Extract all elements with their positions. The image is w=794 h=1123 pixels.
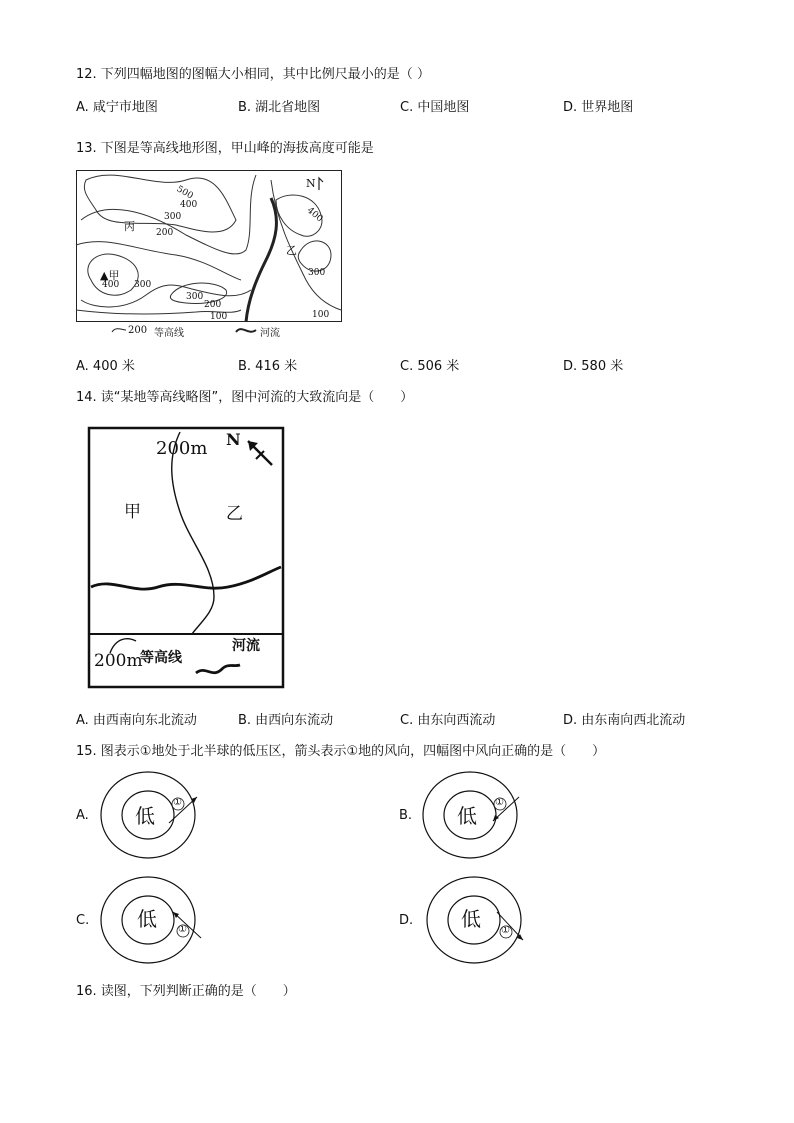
q14-legend-contour-value: 200m <box>94 651 143 671</box>
q12-option-c: C. 中国地图 <box>400 100 470 115</box>
q14-contour-map <box>88 427 284 689</box>
q14-place-yi: 乙 <box>226 504 243 524</box>
q15-diagram-d <box>427 876 527 966</box>
q13-contour-value: 300 <box>134 280 152 290</box>
q13-north-label: N <box>306 177 316 190</box>
q15-option-b: B. <box>399 808 413 823</box>
q13-contour-value: 100 <box>312 310 330 320</box>
q15-d-center-label: 低 <box>461 907 481 931</box>
q13-map-svg <box>76 170 342 338</box>
q14-contour-label: 200m <box>156 438 208 459</box>
q15-b-point-label: ① <box>495 797 504 808</box>
q15-d-point-label: ① <box>501 925 510 936</box>
q13-contour-value: 200 <box>156 228 174 238</box>
q15-option-c: C. <box>76 913 90 928</box>
q12-option-a: A. 咸宁市地图 <box>76 100 158 115</box>
q13-option-a: A. 400 米 <box>76 359 135 374</box>
q13-contour-line <box>298 241 331 271</box>
q13-contour-value: 200 <box>204 300 222 310</box>
q13-legend-river-sample <box>236 329 256 332</box>
q14-legend-contour-label: 等高线 <box>140 650 182 666</box>
q12-option-d: D. 世界地图 <box>563 100 634 115</box>
q15-a-center-label: 低 <box>135 804 155 828</box>
q13-peak-jia: ▲甲 <box>100 269 120 282</box>
q14-option-d: D. 由东南向西北流动 <box>563 713 686 728</box>
q15-option-d: D. <box>399 913 414 928</box>
q13-contour-value: 400 <box>102 280 120 290</box>
q15-diagram-c <box>101 876 201 966</box>
q15-diagram-b <box>423 771 523 861</box>
q13-option-d: D. 580 米 <box>563 359 624 374</box>
q14-option-a: A. 由西南向东北流动 <box>76 713 197 728</box>
q13-contour-map <box>76 170 342 338</box>
q15-c-point-label: ① <box>178 924 187 935</box>
q15-c-center-label: 低 <box>137 907 157 931</box>
q14-option-c: C. 由东向西流动 <box>400 713 496 728</box>
q15-stem: 15. 图表示①地处于北半球的低压区，箭头表示①地的风向，四幅图中风向正确的是（ ） <box>76 744 606 759</box>
q16-stem: 16. 读图，下列判断正确的是（ ） <box>76 984 296 999</box>
q14-north-label: N <box>226 430 241 449</box>
q14-river <box>91 567 281 589</box>
q13-option-b: B. 416 米 <box>238 359 298 374</box>
q14-legend-river-sample <box>196 665 240 673</box>
q13-contour-value: 400 <box>304 205 325 225</box>
q13-contour-value: 400 <box>180 200 198 210</box>
q13-contour-value: 100 <box>210 312 228 322</box>
q15-diagram-a <box>101 771 201 861</box>
q13-north-arrow <box>319 178 323 190</box>
q13-legend-contour-value: 200 <box>128 325 148 336</box>
q13-contour-value: 300 <box>308 268 326 278</box>
q13-legend-river-label: 河流 <box>260 328 280 339</box>
q13-legend-contour-sample <box>112 329 126 332</box>
q12-stem: 12. 下列四幅地图的图幅大小相同，其中比例尺最小的是（ ） <box>76 67 430 82</box>
q13-legend-contour-label: 等高线 <box>154 328 184 339</box>
q15-b-center-label: 低 <box>457 804 477 828</box>
q13-stem: 13. 下图是等高线地形图，甲山峰的海拔高度可能是 <box>76 141 374 156</box>
q13-contour-value: 300 <box>164 212 182 222</box>
q14-option-b: B. 由西向东流动 <box>238 713 334 728</box>
q13-contour-value: 500 <box>174 184 195 202</box>
q13-option-c: C. 506 米 <box>400 359 460 374</box>
q12-option-b: B. 湖北省地图 <box>238 100 321 115</box>
q14-stem: 14. 读“某地等高线略图”，图中河流的大致流向是（ ） <box>76 390 414 405</box>
q14-place-jia: 甲 <box>124 502 141 522</box>
q14-legend-river-label: 河流 <box>232 638 260 654</box>
q13-place-yi: 乙 <box>286 244 297 257</box>
q13-place-bing: 丙 <box>124 220 135 233</box>
q13-contour-value: 300 <box>186 292 204 302</box>
q14-contour-line <box>172 432 214 634</box>
q15-option-a: A. <box>76 808 89 823</box>
q13-contour-line <box>84 175 236 232</box>
q15-a-point-label: ① <box>173 797 182 808</box>
